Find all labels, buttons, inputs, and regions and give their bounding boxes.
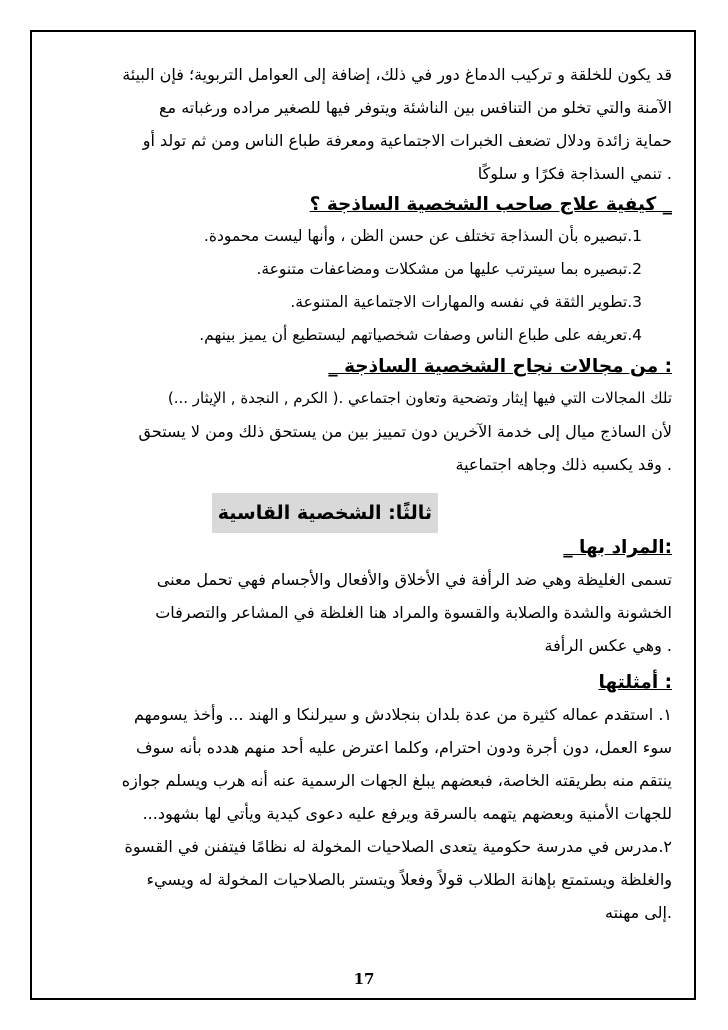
text-line: الخشونة والشدة والصلابة والقسوة والمراد هنا الغلظة في المشاعر والتصرفات [155, 603, 672, 622]
list-item: 4.تعريفه على طباع الناس وصفات شخصياتهم ليستطيع أن يميز بينهم. [199, 326, 642, 344]
text-line: قد يكون للخلقة و تركيب الدماغ دور في ذلك، إضافة إلى العوامل التربوية؛ فإن البيئة [122, 65, 672, 84]
text-line: ١. استقدم عماله كثيرة من عدة بلدان بنجلادش و سيرلنكا و الهند ... وأخذ يسومهم [134, 705, 672, 724]
text-line: .إلى مهنته [604, 903, 672, 922]
text-line: والغلظة ويستمتع بإهانة الطلاب قولاً وفعلاً ويتستر بالصلاحيات المخولة له ويسيء [146, 870, 672, 889]
document-body [42, 58, 672, 929]
section3-title-row [42, 493, 672, 533]
section-heading: : من مجالات نجاح الشخصية الساذجة _ [328, 356, 672, 377]
examples-section [42, 668, 672, 929]
text-line: ٢.مدرس في مدرسة حكومية يتعدى الصلاحيات المخولة له نظامًا فيتفنن في القسوة [124, 837, 672, 856]
text-line: ينتقم منه بطريقته الخاصة، فبعضهم يبلغ الجهات الرسمية عنه أنه هرب ويسلم جوازه [121, 771, 672, 790]
section-heading: : أمثلتها [598, 672, 672, 693]
text-line: سوء العمل، دون أجرة ودون احترام، وكلما اعترض عليه أحد منهم هدده بأنه سوف [136, 738, 672, 757]
text-line: لأن الساذج ميال إلى خدمة الآخرين دون تمييز بين من يستحق ذلك ومن لا يستحق [138, 422, 672, 441]
success-section [42, 352, 672, 481]
text-line: . تنمي السذاجة فكرًا و سلوكًا [477, 164, 672, 183]
meaning-section [42, 533, 672, 662]
section-title: ثالثًا: الشخصية القاسية [212, 493, 438, 533]
text-line: للجهات الأمنية وبعضهم يتهمه بالسرقة ويرفع عليه دعوى كيدية ويأتي لها بشهود... [142, 804, 672, 823]
intro-paragraph [42, 58, 672, 190]
list-item: 3.تطوير الثقة في نفسه والمهارات الاجتماعية المتنوعة. [290, 293, 642, 311]
page-number: 17 [353, 970, 375, 988]
text-line: تسمى الغليظة وهي ضد الرأفة في الأخلاق والأفعال والأجسام فهي تحمل معنى [156, 570, 672, 589]
text-line: حماية زائدة ودلال تضعف الخبرات الاجتماعية ومعرفة طباع الناس ومن ثم تولد أو [142, 131, 672, 150]
text-line: الآمنة والتي تخلو من التنافس بين الناشئة ويتوفر فيها للصغير مراده ورغباته مع [159, 98, 672, 117]
section-heading: _ كيفية علاج صاحب الشخصية الساذجة ؟ [309, 194, 672, 215]
text-line: . وهي عكس الرأفة [544, 636, 672, 655]
list-item: 2.تبصيره بما سيترتب عليها من مشكلات ومضاعفات متنوعة. [256, 260, 642, 278]
section-heading: :المراد بها _ [563, 537, 672, 558]
list-item: 1.تبصيره بأن السذاجة تختلف عن حسن الظن ، وأنها ليست محمودة. [203, 227, 642, 245]
text-line: . وقد يكسبه ذلك وجاهه اجتماعية [455, 455, 672, 474]
treatment-section [42, 190, 672, 352]
text-line: تلك المجالات التي فيها إيثار وتضحية وتعاون اجتماعي .( الكرم , النجدة , الإيثار ...) [167, 389, 672, 407]
